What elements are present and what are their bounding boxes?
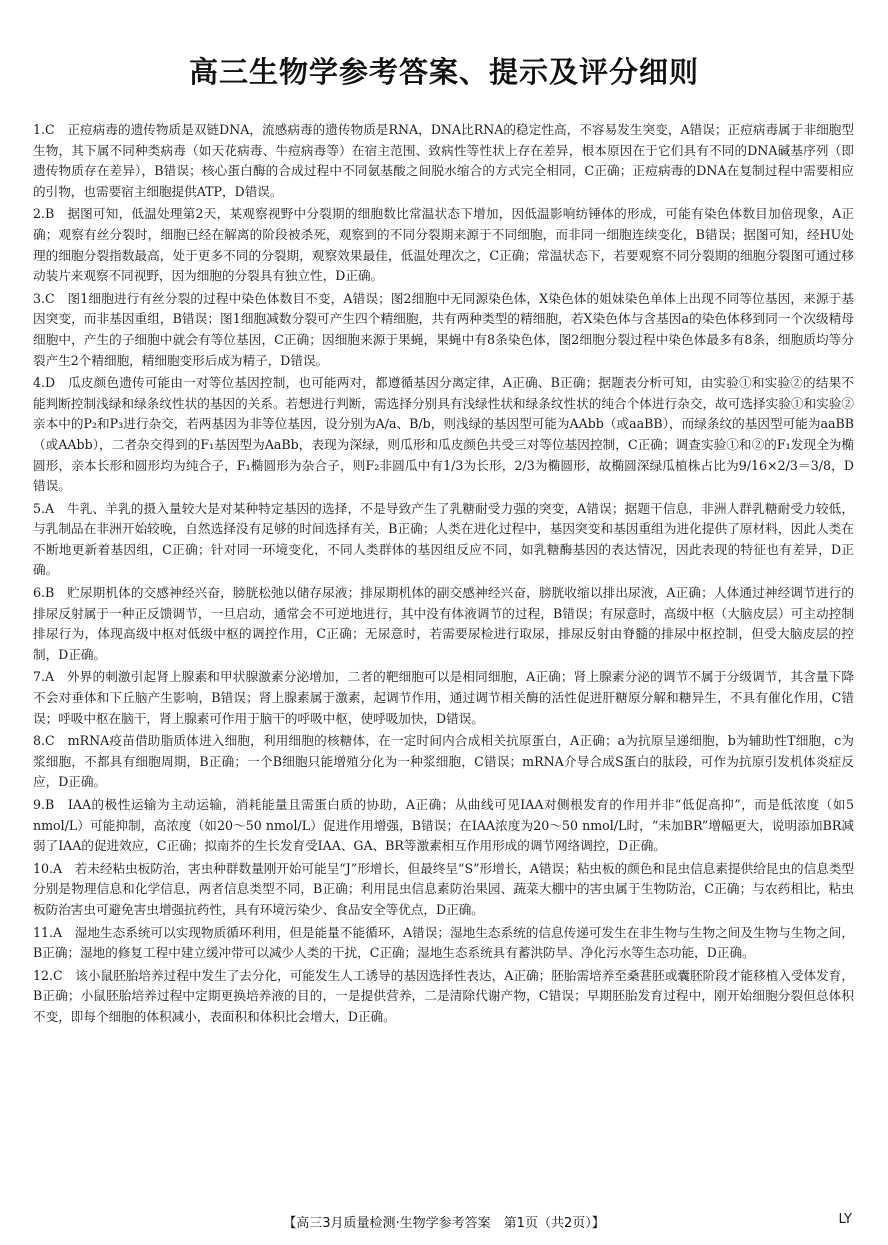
answer-item-3: 3.C 图1细胞进行有丝分裂的过程中染色体数目不变，A错误；图2细胞中无同源染色体，X染色体的姐妹染色单体上出现不同等位基因，来源于基因突变，而非基因重组，B错误；图1细胞减数分裂可产生四个精细胞，共有两种类型的精细胞，若X染色体与含基因a的染色体移到同一个次级精母细胞中，产生的子细胞中就会有等位基因，C正确；因细胞来源于果蝇，果蝇中有8条染色体，图2细胞分裂过程中染色体最多有8条，细胞质均等分裂产生2个精细胞，精细胞变形后成为精子，D错误。 — [33, 290, 854, 368]
answer-item-10: 10.A 若未经粘虫板防治，害虫种群数量刚开始可能呈“J”形增长，但最终呈“S”形增长，A错误；粘虫板的颜色和昆虫信息素提供给昆虫的信息类型分别是物理信息和化学信息，两者信息类型不同，B正确；利用昆虫信息素防治果园、蔬菜大棚中的害虫属于生物防治，C正确；与农药相比，粘虫板防治害虫可避免害虫增强抗药性，具有环境污染少、食品安全等优点，D正确。 — [33, 860, 854, 917]
answer-item-9: 9.B IAA的极性运输为主动运输，消耗能量且需蛋白质的协助，A正确；从曲线可见IAA对侧根发育的作用并非“低促高抑”，而是低浓度（如5 nmol/L）可能抑制，高浓度（如20～50 nmol/L）促进作用增强，B错误；在IAA浓度为20～50 nmol/L时，“未加BR”增幅更大，说明添加BR减弱了IAA的促进效应，C正确；拟南芥的生长发育受IAA、GA、BR等激素相互作用形成的调节网络调控，D正确。 — [33, 797, 854, 854]
answer-list — [33, 120, 854, 1030]
answer-item-6: 6.B 贮尿期机体的交感神经兴奋，膀胱松弛以储存尿液；排尿期机体的副交感神经兴奋，膀胱收缩以排出尿液，A正确；人体通过神经调节进行的排尿反射属于一种正反馈调节，一旦启动，通常会不可逆地进行，其中没有体液调节的过程，B错误；有尿意时，高级中枢（大脑皮层）可主动控制排尿行为，体现高级中枢对低级中枢的调控作用，C正确；无尿意时，若需要尿检进行取尿，排尿反射由脊髓的排尿中枢控制，但受大脑皮层的控制，D正确。 — [33, 585, 854, 662]
answer-item-2: 2.B 据图可知，低温处理第2天，某观察视野中分裂期的细胞数比常温状态下增加，因低温影响纺锤体的形成，可能有染色体数目加倍现象，A正确；观察有丝分裂时，细胞已经在解离的阶段被杀死，观察到的不同分裂期来源于不同细胞，而非同一细胞连续变化，B错误；据图可知，经HU处理的细胞分裂指数最高，处于更多不同的分裂期，观察效果最佳，低温处理次之，C正确；常温状态下，若要观察不同分裂期的细胞分裂图可通过移动装片来观察不同视野，因为细胞的分裂具有独立性，D正确。 — [33, 206, 854, 284]
answer-item-8: 8.C mRNA疫苗借助脂质体进入细胞，利用细胞的核糖体，在一定时间内合成相关抗原蛋白，A正确；a为抗原呈递细胞，b为辅助性T细胞，c为浆细胞，不都具有细胞周期，B正确；一个B细胞只能增殖分化为一种浆细胞，C错误；mRNA介导合成S蛋白的肽段，可作为抗原引发机体炎症反应，D正确。 — [33, 733, 854, 790]
answer-item-7: 7.A 外界的刺激引起肾上腺素和甲状腺激素分泌增加，二者的靶细胞可以是相同细胞，A正确；肾上腺素分泌的调节不属于分级调节，其含量下降不会对垂体和下丘脑产生影响，B错误；肾上腺素属于激素，起调节作用，通过调节相关酶的活性促进肝糖原分解和糖异生，不具有催化作用，C错误；呼吸中枢在脑干，肾上腺素可作用于脑干的呼吸中枢，使呼吸加快，D错误。 — [33, 669, 854, 726]
answer-item-12: 12.C 该小鼠胚胎培养过程中发生了去分化，可能发生人工诱导的基因选择性表达，A正确；胚胎需培养至桑葚胚或囊胚阶段才能移植入受体发育，B正确；小鼠胚胎培养过程中定期更换培养液的目的，一是提供营养，二是清除代谢产物，C错误；早期胚胎发育过程中，刚开始细胞分裂但总体积不变，即每个细胞的体积减小，表面积和体积比会增大，D正确。 — [33, 967, 854, 1024]
page-title: 高三生物学参考答案、提示及评分细则 — [188, 55, 699, 89]
answer-item-4: 4.D 瓜皮颜色遗传可能由一对等位基因控制，也可能两对，都遵循基因分离定律，A正确、B正确；据题表分析可知，由实验①和实验②的结果不能判断控制浅绿和绿条纹性状的基因的关系。若想进行判断，需选择分别具有浅绿性状和绿条纹性状的纯合个体进行杂交，故可选择实验①和实验②亲本中的P₂和P₃进行杂交，若两基因为非等位基因，设分别为A/a、B/b，则浅绿的基因型可能为AAbb（或aaBB），而绿条纹的基因型可能为aaBB（或AAbb），二者杂交得到的F₁基因型为AaBb，表现为深绿，则瓜形和瓜皮颜色共受三对等位基因控制，C正确；调查实验①和②的F₁发现全为椭圆形，亲本长形和圆形均为纯合子，F₁椭圆形为杂合子，则F₂非圆瓜中有1/3为长形，2/3为椭圆形，故椭圆深绿瓜植株占比为9/16×2/3＝3/8，D错误。 — [33, 375, 854, 494]
page-footer: 【高三3月质量检测·生物学参考答案 第1页（共2页）】 — [283, 1216, 605, 1231]
answer-item-5: 5.A 牛乳、羊乳的摄入量较大是对某种特定基因的选择，不是导致产生了乳糖耐受力强的突变，A错误；据题干信息，非洲人群乳糖耐受力较低，与乳制品在非洲开始较晚，自然选择没有足够的时间选择有关，B正确；人类在进化过程中，基因突变和基因重组为进化提供了原材料，因此人类在不断地更新着基因组，C正确；针对同一环境变化，不同人类群体的基因组反应不同，如乳糖酶基因的表达情况，因此表现的特征也有差异，D正确。 — [33, 500, 854, 578]
footer-mark: LY — [838, 1212, 852, 1227]
answer-item-11: 11.A 湿地生态系统可以实现物质循环利用，但是能量不能循环，A错误；湿地生态系统的信息传递可发生在非生物与生物之间及生物与生物之间，B正确；湿地的修复工程中建立缓冲带可以减少人类的干扰，C正确；湿地生态系统具有蓄洪防旱、净化污水等生态功能，D正确。 — [33, 924, 854, 961]
answer-item-1: 1.C 正痘病毒的遗传物质是双链DNA，流感病毒的遗传物质是RNA，DNA比RNA的稳定性高，不容易发生突变，A错误；正痘病毒属于非细胞型生物，其下属不同种类病毒（如天花病毒、牛痘病毒等）在宿主范围、致病性等性状上存在差异，根本原因在于它们具有不同的DNA碱基序列（即遗传物质存在差异），B错误；核心蛋白酶的合成过程中不同氨基酸之间脱水缩合的方式完全相同，C正确；正痘病毒的DNA在复制过程中需要相应的引物，也需要宿主细胞提供ATP，D错误。 — [33, 122, 854, 199]
